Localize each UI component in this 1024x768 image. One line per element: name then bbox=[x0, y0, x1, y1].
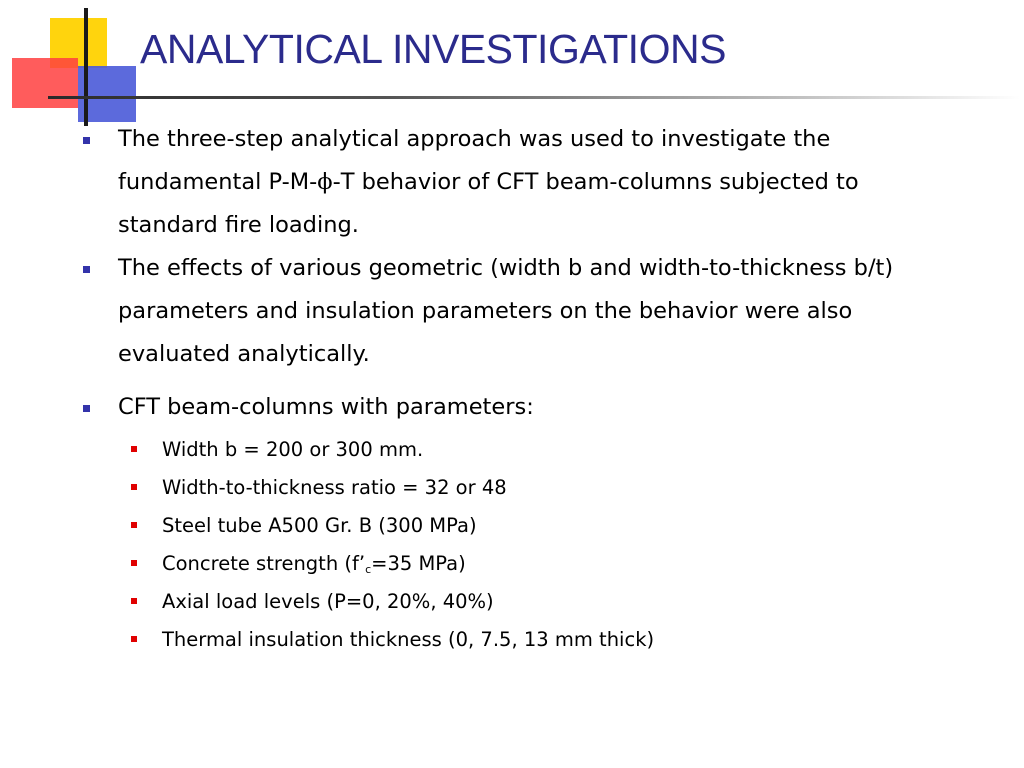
bullet-text: -T behavior of CFT beam-columns subjected to bbox=[332, 169, 859, 195]
title-divider bbox=[50, 96, 1020, 99]
sub-bullet-marker bbox=[131, 636, 137, 642]
sub-bullet-text: Concrete strength (f’ bbox=[162, 552, 366, 575]
slide-content bbox=[0, 118, 1024, 659]
sub-bullet-item bbox=[0, 583, 1024, 621]
bullet-text: The three-step analytical approach was used to investigate the bbox=[118, 126, 831, 152]
sub-bullet-item bbox=[0, 545, 1024, 583]
sub-bullet-item bbox=[0, 507, 1024, 545]
bullet-item bbox=[0, 247, 1024, 376]
sub-bullet-text: Width b = 200 or 300 mm. bbox=[162, 438, 424, 461]
sub-bullet-text: =35 MPa) bbox=[371, 552, 466, 575]
sub-bullet-text: Thermal insulation thickness (0, 7.5, 13 mm thick) bbox=[162, 628, 655, 651]
bullet-text: evaluated analytically. bbox=[118, 341, 370, 367]
sub-bullet-text: Width-to-thickness ratio = 32 or 48 bbox=[162, 476, 507, 499]
sub-bullet-text: Axial load levels (P=0, 20%, 40%) bbox=[162, 590, 494, 613]
page-title: ANALYTICAL INVESTIGATIONS bbox=[140, 26, 726, 72]
bullet-marker bbox=[83, 266, 90, 273]
sub-bullet-item bbox=[0, 469, 1024, 507]
bullet-text: The effects of various geometric (width b and width-to-thickness b/t) bbox=[118, 255, 894, 281]
bullet-marker bbox=[83, 405, 90, 412]
bullet-item bbox=[0, 386, 1024, 429]
bullet-text: standard fire loading. bbox=[118, 212, 359, 238]
sub-bullet-marker bbox=[131, 522, 137, 528]
sub-bullet-item bbox=[0, 431, 1024, 469]
subscript-c: c bbox=[365, 563, 372, 576]
bullet-text: parameters and insulation parameters on the behavior were also bbox=[118, 298, 853, 324]
sub-bullet-marker bbox=[131, 446, 137, 452]
phi-symbol: ϕ bbox=[317, 169, 333, 195]
bullet-marker bbox=[83, 137, 90, 144]
sub-bullet-marker bbox=[131, 598, 137, 604]
sub-bullet-marker bbox=[131, 484, 137, 490]
slide-logo-icon bbox=[0, 0, 140, 130]
bullet-item bbox=[0, 118, 1024, 247]
sub-bullet-item bbox=[0, 621, 1024, 659]
sub-bullet-text: Steel tube A500 Gr. B (300 MPa) bbox=[162, 514, 477, 537]
bullet-text: CFT beam-columns with parameters: bbox=[118, 394, 534, 420]
sub-bullet-marker bbox=[131, 560, 137, 566]
bullet-text: fundamental P-M- bbox=[118, 169, 318, 195]
